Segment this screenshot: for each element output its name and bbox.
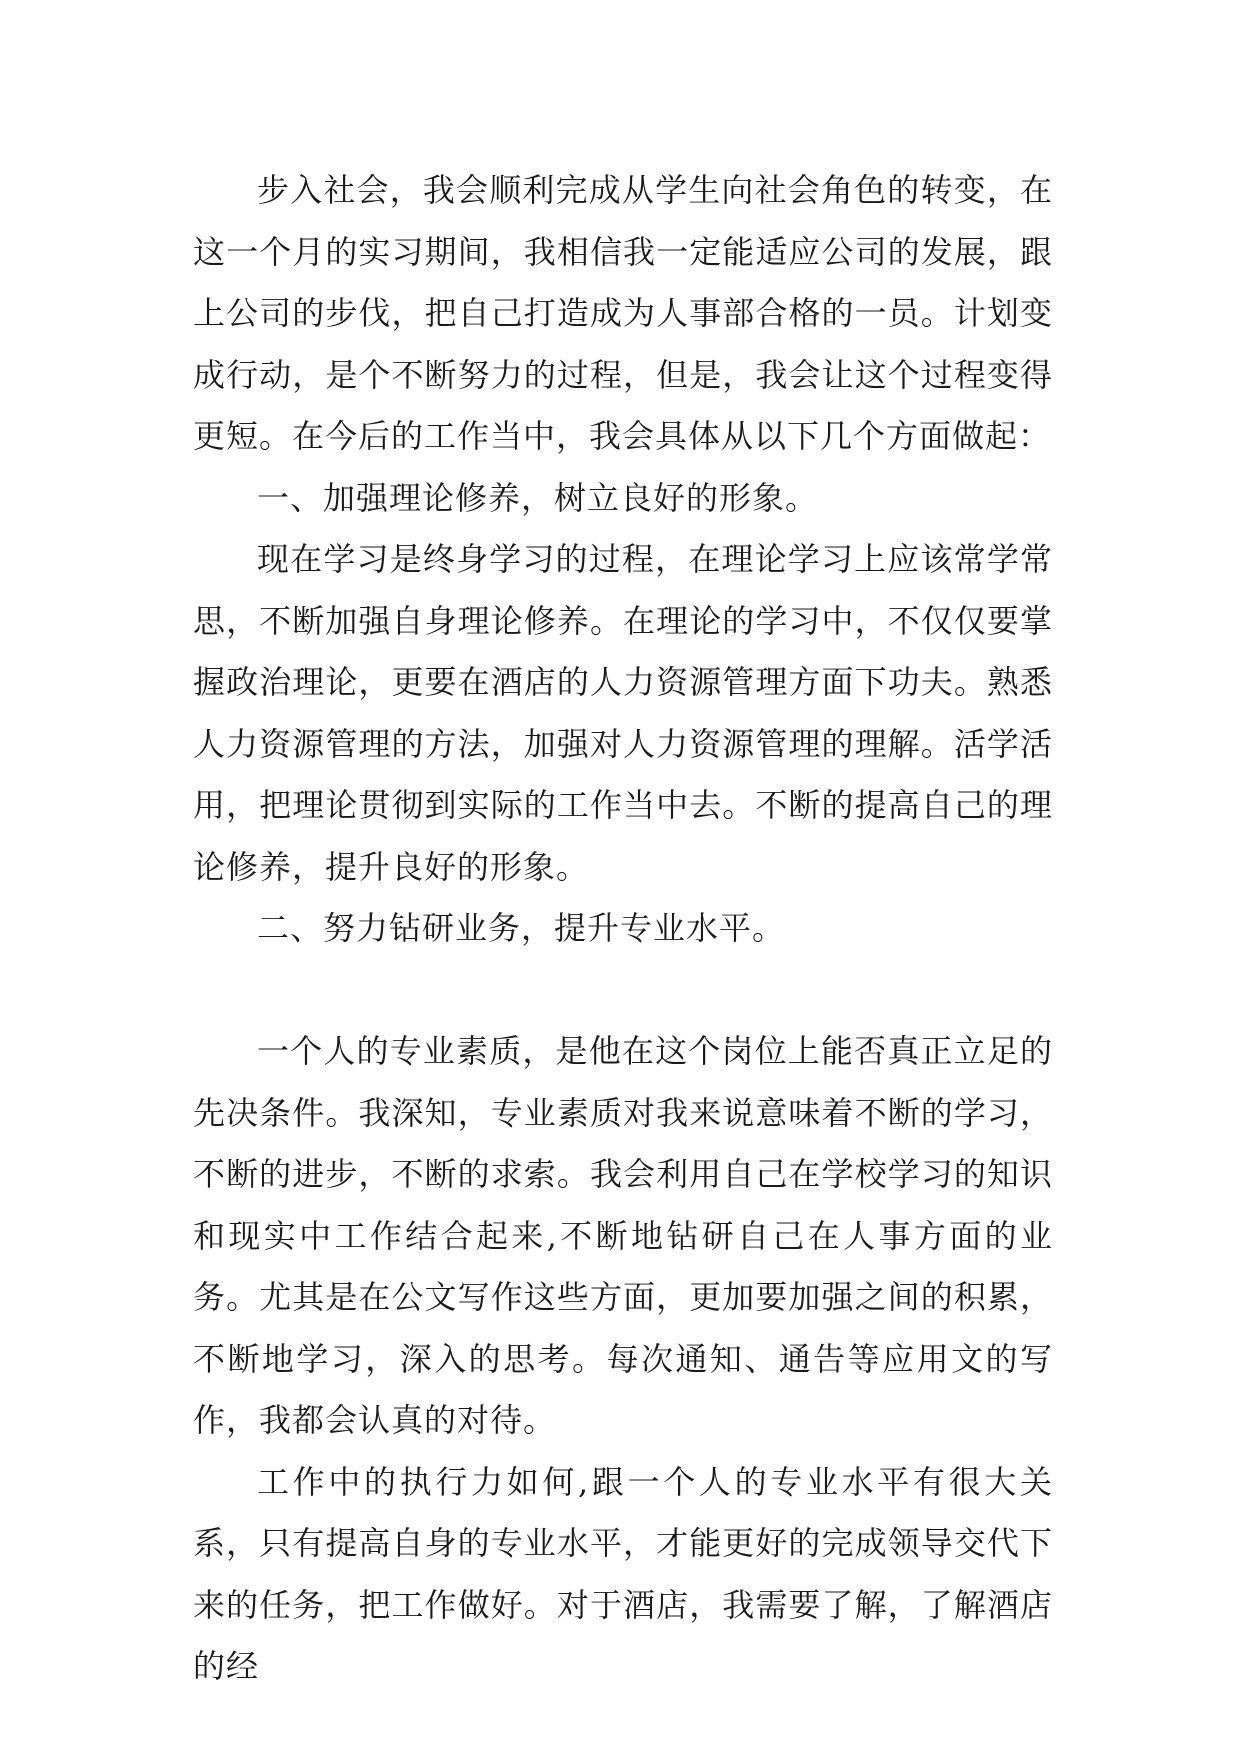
- paragraph-professional: 一个人的专业素质，是他在这个岗位上能否真正立足的先决条件。我深知，专业素质对我来说意味着不断的学习，不断的进步，不断的求索。我会利用自己在学校学习的知识和现实中工作结合起来,不断地钻研自己在人事方面的业务。尤其是在公文写作这些方面，更加要加强之间的积累，不断地学习，深入的思考。每次通知、通告等应用文的写作，我都会认真的对待。: [193, 1032, 1053, 1439]
- document-body: [193, 160, 1053, 1698]
- paragraph-theory: 现在学习是终身学习的过程，在理论学习上应该常学常思，不断加强自身理论修养。在理论的学习中，不仅仅要掌握政治理论，更要在酒店的人力资源管理方面下功夫。熟悉人力资源管理的方法，加强对人力资源管理的理解。活学活用，把理论贯彻到实际的工作当中去。不断的提高自己的理论修养，提升良好的形象。: [193, 540, 1053, 886]
- paragraph-execution: 工作中的执行力如何,跟一个人的专业水平有很大关系，只有提高自身的专业水平，才能更好的完成领导交代下来的任务，把工作做好。对于酒店，我需要了解，了解酒店的经: [193, 1462, 1053, 1685]
- section-heading-1: 一、加强理论修养，树立良好的形象。: [257, 478, 819, 517]
- blank-line: [193, 960, 1053, 1022]
- section-heading-2: 二、努力钻研业务，提升专业水平。: [257, 909, 786, 947]
- paragraph-intro: 步入社会，我会顺利完成从学生向社会角色的转变，在这一个月的实习期间，我相信我一定能适应公司的发展，跟上公司的步伐，把自己打造成为人事部合格的一员。计划变成行动，是个不断努力的过程，但是，我会让这个过程变得更短。在今后的工作当中，我会具体从以下几个方面做起：: [193, 171, 1053, 455]
